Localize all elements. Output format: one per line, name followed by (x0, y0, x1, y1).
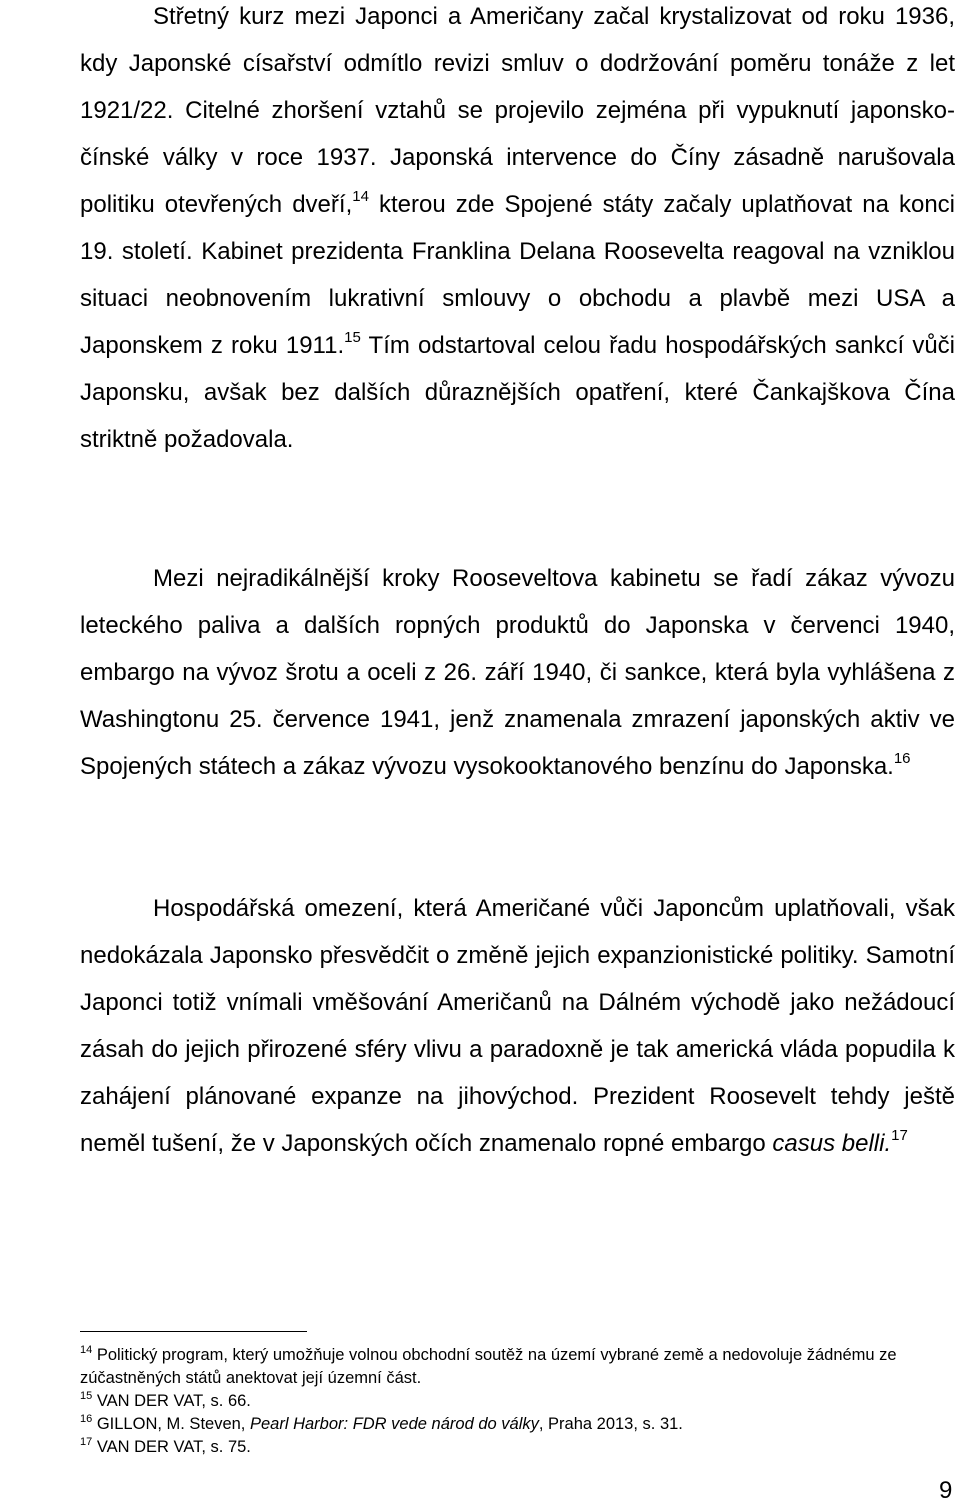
paragraph-2-text: Mezi nejradikálnější kroky Rooseveltova kabinetu se řadí zákaz vývozu leteckého paliva a dalších ropných produktů do Japonska v červenci 1940, embargo na vývoz šrotu a oceli z 26. září 1940, či sankce, která byla vyhlášena z Washingtonu 25. července 1941, jenž znamenala zmrazení japonských aktiv ve Spojených státech a zákaz vývozu vysokooktanového benzínu do Japonska. (80, 565, 955, 780)
paragraph-1-text-c: Tím odstartoval celou řadu hospodářských sankcí vůči Japonsku, avšak bez dalších důraznějších opatření, které Čankajškova Čína striktně požadovala. (80, 332, 956, 453)
footnote-14 (80, 1344, 910, 1390)
footnote-ref-14[interactable]: 14 (352, 188, 369, 205)
footnotes (80, 1344, 910, 1459)
footnote-number: 15 (80, 1390, 93, 1402)
paragraph-1-text-b: kterou zde Spojené státy začaly uplatňovat na konci 19. století. Kabinet prezidenta Franklina Delana Roosevelta reagoval na vzniklou situaci neobnovením lukrativní smlouvy o obchodu a plavbě mezi USA a Japonskem z roku 1911. (80, 191, 955, 359)
footnote-ref-15[interactable]: 15 (344, 329, 361, 346)
footnote-15 (80, 1390, 910, 1413)
footnote-number: 16 (80, 1413, 93, 1425)
paragraph-1-text-a: Střetný kurz mezi Japonci a Američany začal krystalizovat od roku 1936, kdy Japonské císařství odmítlo revizi smluv o dodržování poměru tonáže z let 1921/22. Citelné zhoršení vztahů se projevilo zejména při vypuknutí japonsko-čínské války v roce 1937. Japonská intervence do Číny zásadně narušovala politiku otevřených dveří, (80, 3, 955, 218)
paragraph-3-text: Hospodářská omezení, která Američané vůči Japoncům uplatňovali, však nedokázala Japonsko přesvědčit o změně jejich expanzionistické politiky. Samotní Japonci totiž vnímali vměšování Američanů na Dálném východě jako nežádoucí zásah do jejich přirozené sféry vlivu a paradoxně je tak americká vláda popudila k zahájení plánované expanze na jihovýchod. Prezident Roosevelt tehdy ještě neměl tušení, že v Japonských očích znamenalo ropné embargo (80, 895, 955, 1157)
paragraph-2 (80, 555, 955, 790)
footnote-ref-16[interactable]: 16 (893, 750, 911, 767)
footnote-separator (80, 1331, 307, 1332)
footnote-number: 14 (80, 1344, 93, 1356)
paragraph-3 (80, 885, 955, 1167)
paragraph-3-italic: casus belli. (772, 1130, 892, 1157)
footnote-text: VAN DER VAT, s. 75. (92, 1438, 251, 1456)
footnote-16 (80, 1413, 910, 1436)
footnote-text: GILLON, M. Steven, (92, 1415, 250, 1433)
footnote-ref-17[interactable]: 17 (891, 1127, 908, 1144)
footnote-text: Politický program, který umožňuje volnou obchodní soutěž na území vybrané země a nedovoluje žádnému ze zúčastněných států anektovat její územní část. (80, 1346, 897, 1387)
footnote-text-tail: , Praha 2013, s. 31. (538, 1415, 683, 1433)
footnote-text: VAN DER VAT, s. 66. (92, 1392, 251, 1410)
footnote-number: 17 (80, 1436, 93, 1448)
footnote-17 (80, 1436, 910, 1459)
footnote-book-title: Pearl Harbor: FDR vede národ do války (249, 1415, 539, 1433)
paragraph-1 (80, 0, 955, 463)
page-number: 9 (939, 1477, 953, 1504)
